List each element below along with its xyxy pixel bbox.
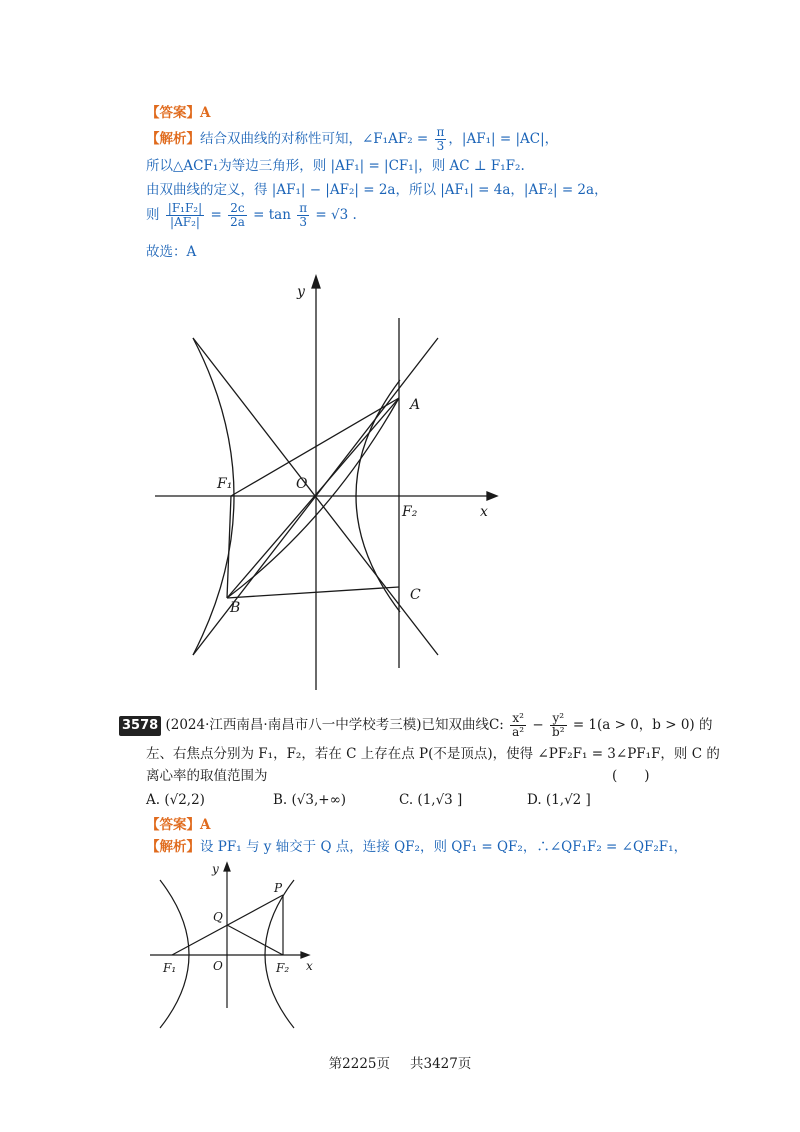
asymptote-2 bbox=[193, 338, 438, 655]
minus-sign: − bbox=[532, 717, 544, 733]
segment-f1-b bbox=[227, 496, 231, 598]
fraction bbox=[550, 712, 567, 739]
analysis-text: ，|AF₁| = |AC|， bbox=[448, 131, 559, 147]
label-p: P bbox=[274, 881, 283, 895]
fraction bbox=[297, 202, 309, 229]
label-c: C bbox=[410, 587, 421, 603]
fraction-denominator: 2a bbox=[230, 215, 245, 229]
label-o: O bbox=[213, 959, 223, 973]
analysis-line-5: 故选：A bbox=[146, 244, 197, 260]
label-f2: F₂ bbox=[402, 504, 418, 520]
label-f1: F₁ bbox=[217, 476, 233, 492]
page-total: 共3427页 bbox=[410, 1056, 472, 1072]
fraction bbox=[510, 712, 526, 739]
fraction-numerator: x² bbox=[510, 712, 526, 726]
fraction-numerator: π bbox=[299, 201, 308, 215]
option-a: A. (√2,2) bbox=[146, 792, 205, 808]
analysis-line-4 bbox=[146, 202, 357, 229]
label-x: x bbox=[480, 504, 488, 520]
segment-b-a-curve bbox=[227, 398, 399, 598]
label-f2: F₂ bbox=[276, 961, 290, 975]
option-b: B. (√3,+∞) bbox=[273, 792, 347, 808]
y-axis-arrow bbox=[224, 863, 230, 871]
fraction-denominator: b² bbox=[552, 725, 565, 739]
y-axis-arrow bbox=[312, 276, 320, 288]
answer-blank: ( ) bbox=[612, 768, 650, 784]
answer-tag: 【答案】 bbox=[146, 817, 200, 833]
fraction bbox=[435, 126, 447, 153]
analysis-text: = √3 . bbox=[315, 207, 357, 223]
analysis-line-3578 bbox=[146, 838, 687, 856]
label-b: B bbox=[230, 600, 241, 616]
fraction-numerator: y² bbox=[550, 712, 567, 726]
page-number: 第2225页 bbox=[328, 1056, 390, 1072]
x-axis-arrow bbox=[487, 492, 497, 500]
label-y: y bbox=[297, 284, 305, 300]
fraction-numerator: 2c bbox=[228, 202, 247, 216]
label-f1: F₁ bbox=[163, 961, 177, 975]
hyperbola-left-branch bbox=[160, 880, 189, 1028]
fraction bbox=[228, 202, 247, 229]
question-3578-line-2: 左、右焦点分别为 F₁，F₂，若在 C 上存在点 P(不是顶点)，使得 ∠PF₂F₁ = 3∠PF₁F，则 C 的 bbox=[146, 746, 720, 762]
answer-line-3578 bbox=[146, 816, 210, 834]
page-footer bbox=[0, 1052, 800, 1072]
analysis-tag: 【解析】 bbox=[146, 131, 200, 147]
answer-value: A bbox=[200, 817, 211, 833]
analysis-text: 则 bbox=[146, 207, 160, 223]
equals-sign: = bbox=[210, 207, 222, 223]
fraction-numerator: |F₁F₂| bbox=[167, 201, 203, 215]
segment-q-f2 bbox=[227, 925, 283, 955]
analysis-tag: 【解析】 bbox=[146, 839, 200, 855]
label-q: Q bbox=[213, 910, 223, 924]
option-c: C. (1,√3 ] bbox=[399, 792, 463, 808]
analysis-line-2: 所以△ACF₁为等边三角形，则 |AF₁| = |CF₁|，则 AC ⊥ F₁F₂. bbox=[146, 158, 525, 174]
answer-tag: 【答案】 bbox=[146, 105, 200, 121]
analysis-line-1 bbox=[146, 126, 558, 153]
asymptote-1 bbox=[193, 338, 438, 655]
segment-f1-p bbox=[172, 895, 283, 955]
hyperbola-right-branch bbox=[356, 380, 400, 612]
hyperbola-right-branch bbox=[265, 880, 294, 1028]
analysis-text: 设 PF₁ 与 y 轴交于 Q 点，连接 QF₂，则 QF₁ = QF₂，∴∠QF₁F₂ = ∠QF₂F₁， bbox=[200, 839, 688, 855]
fraction-denominator: a² bbox=[512, 725, 525, 739]
fraction-denominator: |AF₂| bbox=[170, 215, 200, 229]
answer-line bbox=[146, 104, 210, 122]
question-text: (2024·江西南昌·南昌市八一中学校考三模)已知双曲线C: bbox=[165, 717, 504, 733]
segment-f1-a bbox=[231, 398, 399, 496]
fraction bbox=[166, 202, 204, 229]
label-y: y bbox=[212, 862, 219, 876]
tan-text: = tan bbox=[253, 207, 291, 223]
label-a: A bbox=[410, 397, 421, 413]
question-text: = 1(a > 0，b > 0) 的 bbox=[572, 717, 713, 733]
question-number: 3578 bbox=[119, 716, 161, 736]
option-d: D. (1,√2 ] bbox=[527, 792, 591, 808]
fraction-denominator: 3 bbox=[299, 215, 307, 229]
question-3578-line-3: 离心率的取值范围为 bbox=[146, 768, 268, 784]
question-3578-line-1 bbox=[119, 712, 713, 739]
fraction-denominator: 3 bbox=[436, 139, 445, 153]
analysis-text: 结合双曲线的对称性可知，∠F₁AF₂ = bbox=[200, 131, 429, 147]
analysis-line-3: 由双曲线的定义，得 |AF₁| − |AF₂| = 2a，所以 |AF₁| = 4a，|AF₂| = 2a， bbox=[146, 182, 608, 198]
fraction-numerator: π bbox=[436, 125, 445, 139]
label-x: x bbox=[306, 959, 313, 973]
segment-b-a bbox=[227, 398, 399, 598]
x-axis-arrow bbox=[301, 952, 309, 958]
answer-value: A bbox=[200, 105, 211, 121]
label-o: O bbox=[296, 476, 308, 492]
hyperbola-left-branch bbox=[193, 338, 234, 655]
segment-b-c bbox=[227, 587, 399, 598]
